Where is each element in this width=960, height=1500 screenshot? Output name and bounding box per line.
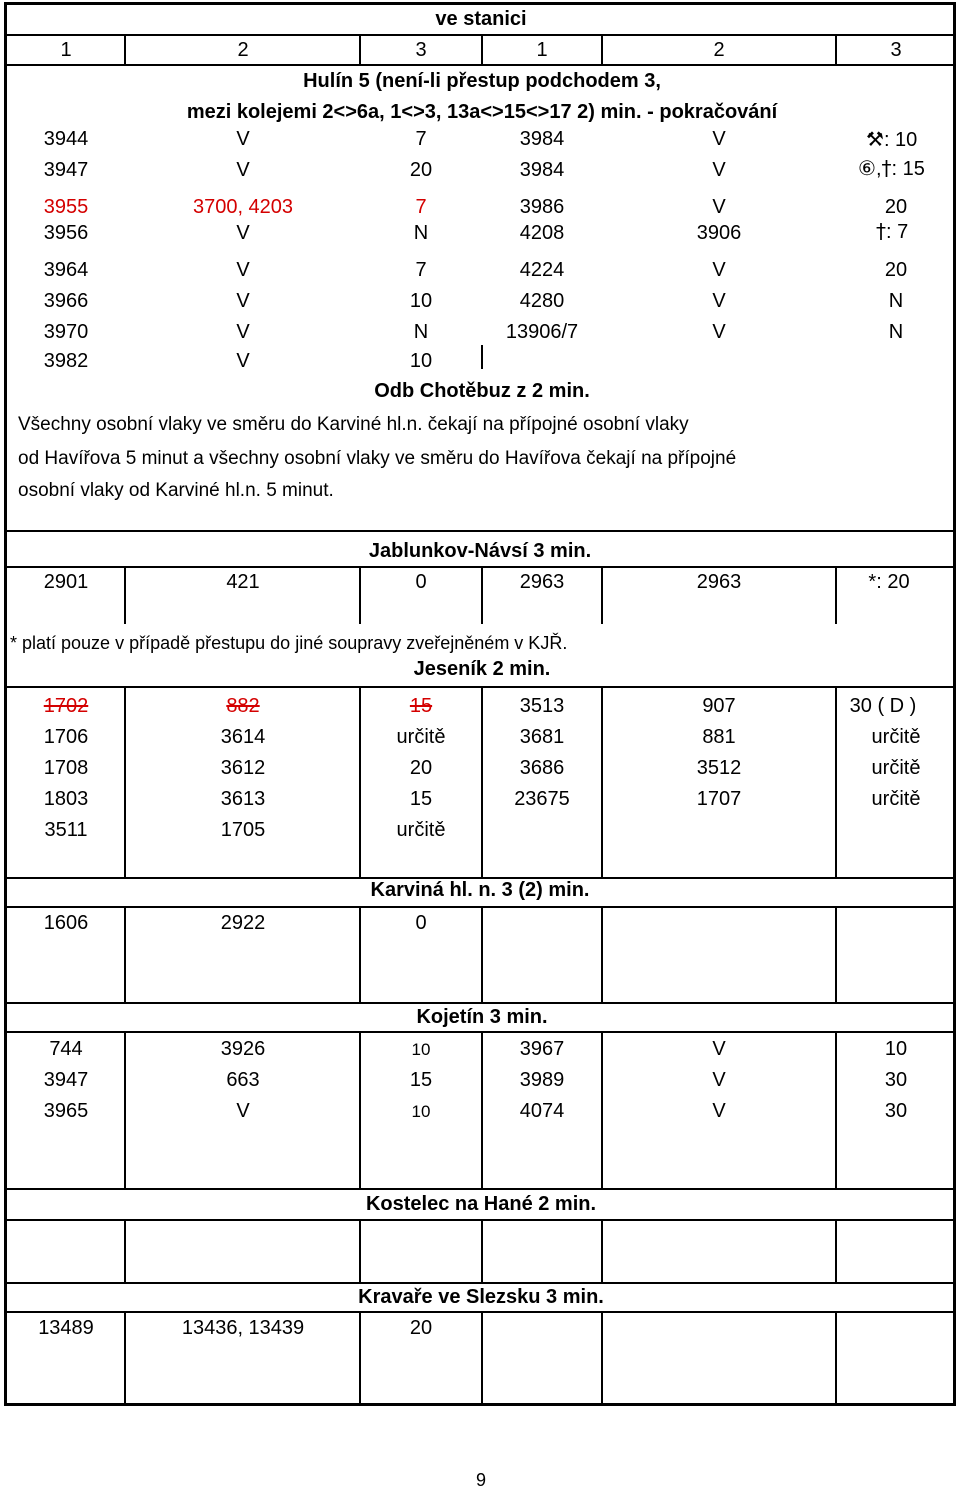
col-header: 1 — [536, 39, 548, 61]
section-divider — [4, 530, 956, 532]
hulin-note: osobní vlaky od Karviné hl.n. 5 minut. — [18, 480, 334, 501]
kojetin-cell: 3967 — [519, 1038, 565, 1060]
col-line — [124, 1219, 126, 1282]
col-line — [481, 1031, 483, 1188]
hulin-cell: 3906 — [696, 222, 742, 244]
kojetin-heading: Kojetín 3 min. — [416, 1006, 548, 1028]
jesenik-cell: 907 — [702, 695, 736, 717]
saturday-icon: ⑥ — [858, 156, 876, 180]
hulin-cell: V — [712, 290, 726, 312]
kojetin-cell: V — [712, 1069, 726, 1091]
jesenik-cell: 1708 — [43, 757, 89, 779]
col-line — [359, 34, 361, 64]
col-line — [359, 1219, 361, 1282]
kojetin-cell: V — [236, 1100, 250, 1122]
jesenik-cell: 1707 — [696, 788, 742, 810]
hulin-cell: ⚒: 10 — [866, 127, 918, 151]
col-line — [481, 906, 483, 1002]
hulin-cell: V — [236, 159, 250, 181]
kojetin-cell: 4074 — [519, 1100, 565, 1122]
cross-icon: † — [881, 156, 892, 180]
page-number: 9 — [475, 1470, 487, 1490]
hulin-cell: V — [712, 259, 726, 281]
jesenik-cell: 15 — [409, 695, 433, 717]
karvina-cell: 0 — [415, 912, 427, 934]
hulin-cell: V — [236, 259, 250, 281]
hulin-cell: 20 — [884, 259, 908, 281]
kostelec-heading: Kostelec na Hané 2 min. — [365, 1193, 597, 1215]
hulin-cell: N — [888, 290, 904, 312]
hulin-cell: 3984 — [519, 159, 565, 181]
col-header: 3 — [415, 39, 427, 61]
col-line — [359, 906, 361, 1002]
karvina-heading: Karviná hl. n. 3 (2) min. — [370, 879, 590, 901]
kojetin-cell: 15 — [409, 1069, 433, 1091]
jablunkov-cell: 0 — [415, 571, 427, 593]
hulin-cell: V — [236, 222, 250, 244]
jesenik-cell: určitě — [871, 726, 921, 748]
col-header: 2 — [713, 39, 725, 61]
hulin-cell: 13906/7 — [505, 321, 579, 343]
kojetin-cell: V — [712, 1100, 726, 1122]
jesenik-cell: 1706 — [43, 726, 89, 748]
col-line — [835, 1031, 837, 1188]
section-divider — [4, 1311, 956, 1313]
hulin-cell: V — [712, 321, 726, 343]
hulin-note: od Havířova 5 minut a všechny osobní vlaky ve směru do Havířova čekají na přípojné — [18, 448, 737, 469]
hulin-cell: 3970 — [43, 321, 89, 343]
col-line — [124, 34, 126, 64]
kojetin-cell: 10 — [411, 1102, 431, 1121]
station-header: ve stanici — [435, 8, 527, 30]
section-divider — [4, 1219, 956, 1221]
col-line — [359, 1311, 361, 1404]
col-line — [601, 906, 603, 1002]
hulin-cell: V — [236, 350, 250, 372]
hulin-cell: 3956 — [43, 222, 89, 244]
hulin-cell: 3947 — [43, 159, 89, 181]
hulin-cell: 3984 — [519, 128, 565, 150]
cross-icon: † — [876, 219, 886, 243]
col-line — [124, 1031, 126, 1188]
jesenik-cell: 882 — [226, 695, 260, 717]
jesenik-cell: 3612 — [220, 757, 266, 779]
jablunkov-cell: 421 — [226, 571, 260, 593]
section-divider — [4, 686, 956, 688]
col-header: 2 — [237, 39, 249, 61]
kojetin-cell: 10 — [884, 1038, 908, 1060]
hulin-cell: V — [236, 128, 250, 150]
hulin-cell: 3964 — [43, 259, 89, 281]
kojetin-cell: 30 — [884, 1069, 908, 1091]
col-line — [835, 566, 837, 624]
hulin-cell: N — [413, 321, 429, 343]
hulin-cell: ⑥,†: 15 — [858, 156, 925, 180]
kravare-cell: 20 — [409, 1317, 433, 1339]
hulin-cell: 20 — [409, 159, 433, 181]
col-line — [481, 566, 483, 624]
kojetin-cell: 3926 — [220, 1038, 266, 1060]
kojetin-cell: 10 — [411, 1040, 431, 1059]
hulin-cell: V — [236, 321, 250, 343]
col-header: 3 — [890, 39, 902, 61]
jesenik-cell: 1702 — [43, 695, 89, 717]
jablunkov-heading: Jablunkov-Návsí 3 min. — [368, 540, 592, 562]
hulin-cell: V — [712, 196, 726, 218]
col-line — [601, 1311, 603, 1404]
hulin-cell: 3966 — [43, 290, 89, 312]
hulin-cell: V — [236, 290, 250, 312]
col-line — [835, 906, 837, 1002]
col-line — [601, 1031, 603, 1188]
hulin-cell: 3944 — [43, 128, 89, 150]
jesenik-cell: 23675 — [514, 788, 570, 810]
hulin-cell: 3982 — [43, 350, 89, 372]
kravare-cell: 13436, 13439 — [181, 1317, 305, 1339]
kojetin-cell: 3947 — [43, 1069, 89, 1091]
section-divider — [4, 1188, 956, 1190]
section-divider — [4, 1002, 956, 1004]
hulin-cell: 7 — [415, 128, 427, 150]
jesenik-cell: určitě — [871, 788, 921, 810]
jesenik-cell: 30 ( D ) — [849, 695, 917, 717]
jesenik-cell: 3613 — [220, 788, 266, 810]
hulin-cell: 4224 — [519, 259, 565, 281]
col-line — [481, 686, 483, 877]
col-line — [359, 686, 361, 877]
hulin-cell: N — [413, 222, 429, 244]
col-line — [835, 686, 837, 877]
header-line — [4, 34, 956, 36]
jesenik-cell: 20 — [409, 757, 433, 779]
hulin-note: Všechny osobní vlaky ve směru do Karviné hl.n. čekají na přípojné osobní vlaky — [18, 414, 689, 435]
jesenik-cell: 881 — [702, 726, 736, 748]
col-line — [481, 1219, 483, 1282]
karvina-cell: 2922 — [220, 912, 266, 934]
jesenik-cell: určitě — [871, 757, 921, 779]
jesenik-cell: 3614 — [220, 726, 266, 748]
col-line — [835, 34, 837, 64]
col-header: 1 — [60, 39, 72, 61]
col-line — [481, 345, 483, 369]
hulin-cell: V — [712, 159, 726, 181]
kravare-cell: 13489 — [38, 1317, 94, 1339]
kojetin-cell: 30 — [884, 1100, 908, 1122]
jesenik-cell: 15 — [409, 788, 433, 810]
jesenik-cell: určitě — [396, 819, 446, 841]
kravare-heading: Kravaře ve Slezsku 3 min. — [358, 1286, 604, 1308]
hulin-cell: 7 — [415, 196, 427, 218]
section-divider — [4, 1282, 956, 1284]
col-line — [481, 34, 483, 64]
kojetin-cell: 3965 — [43, 1100, 89, 1122]
col-line — [601, 34, 603, 64]
col-line — [359, 1031, 361, 1188]
jesenik-heading: Jeseník 2 min. — [413, 658, 551, 680]
col-line — [835, 1219, 837, 1282]
hulin-cell: 7 — [415, 259, 427, 281]
jablunkov-cell: 2963 — [519, 571, 565, 593]
jesenik-cell: 3686 — [519, 757, 565, 779]
kojetin-cell: 663 — [226, 1069, 260, 1091]
section-divider — [4, 906, 956, 908]
hulin-cell: 4280 — [519, 290, 565, 312]
col-line — [124, 906, 126, 1002]
kojetin-cell: 744 — [49, 1038, 83, 1060]
jablunkov-cell: *: 20 — [868, 571, 910, 593]
hulin-cell: 3986 — [519, 196, 565, 218]
hammers-icon: ⚒ — [866, 127, 884, 151]
kojetin-cell: 3989 — [519, 1069, 565, 1091]
section-divider — [4, 566, 956, 568]
hulin-heading: mezi kolejemi 2<>6a, 1<>3, 13a<>15<>17 2) min. - pokračování — [186, 101, 778, 123]
col-line — [124, 686, 126, 877]
jablunkov-cell: 2963 — [696, 571, 742, 593]
jesenik-cell: 3681 — [519, 726, 565, 748]
jablunkov-footnote: * platí pouze v případě přestupu do jiné soupravy zveřejněném v KJŘ. — [10, 633, 568, 653]
hulin-cell: 10 — [409, 350, 433, 372]
hulin-cell: 20 — [884, 196, 908, 218]
header-line — [4, 64, 956, 66]
jesenik-cell: 1803 — [43, 788, 89, 810]
col-line — [835, 1311, 837, 1404]
kojetin-cell: V — [712, 1038, 726, 1060]
hulin-cell: V — [712, 128, 726, 150]
col-line — [124, 566, 126, 624]
jesenik-cell: 3512 — [696, 757, 742, 779]
col-line — [601, 566, 603, 624]
jesenik-cell: určitě — [396, 726, 446, 748]
hulin-cell: †: 7 — [876, 219, 909, 243]
col-line — [601, 1219, 603, 1282]
col-line — [481, 1311, 483, 1404]
jesenik-cell: 3511 — [44, 819, 88, 841]
hulin-cell: N — [888, 321, 904, 343]
hulin-cell: 10 — [409, 290, 433, 312]
hulin-cell: 4208 — [519, 222, 565, 244]
col-line — [359, 566, 361, 624]
jesenik-cell: 3513 — [519, 695, 565, 717]
hulin-cell: 3700, 4203 — [192, 196, 294, 218]
jablunkov-cell: 2901 — [43, 571, 89, 593]
karvina-cell: 1606 — [43, 912, 89, 934]
odb-heading: Odb Chotěbuz z 2 min. — [374, 380, 590, 402]
hulin-cell: 3955 — [43, 196, 89, 218]
col-line — [601, 686, 603, 877]
jesenik-cell: 1705 — [220, 819, 266, 841]
section-divider — [4, 1031, 956, 1033]
col-line — [124, 1311, 126, 1404]
hulin-heading: Hulín 5 (není-li přestup podchodem 3, — [303, 70, 661, 92]
